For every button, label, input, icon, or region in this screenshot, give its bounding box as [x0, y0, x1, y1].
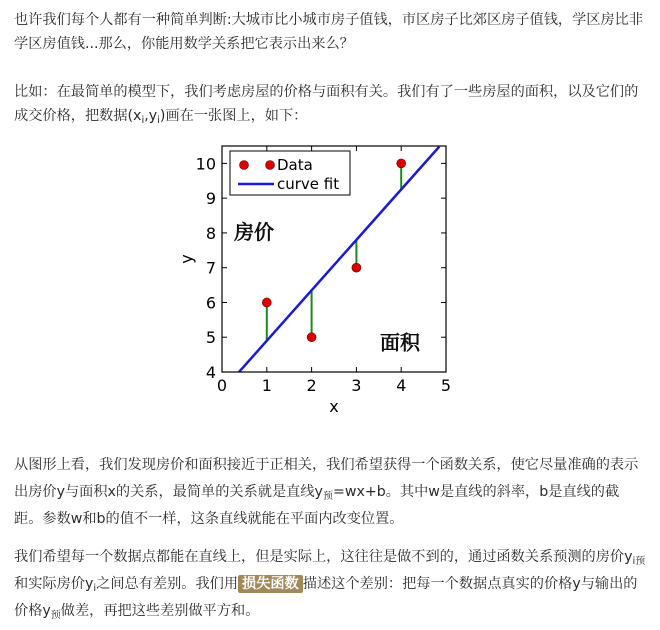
y-tick-label-4: 4	[205, 363, 216, 382]
data-point-2	[307, 333, 316, 342]
x-tick-label-3: 3	[351, 376, 362, 395]
x-tick-label-4: 4	[396, 376, 407, 395]
loss-text-5: 做差，再把这些差别做平方和。	[60, 603, 260, 619]
legend-marker-2	[266, 161, 275, 170]
y-axis-label: y	[177, 254, 196, 264]
x-tick-label-2: 2	[306, 376, 317, 395]
annotation-price: 房价	[234, 219, 274, 244]
y-tick-label-6: 6	[205, 293, 216, 313]
data-point-1	[262, 298, 271, 307]
x-axis-label: x	[329, 397, 339, 416]
y-tick-label-9: 9	[205, 189, 216, 209]
legend-marker-1	[240, 161, 249, 170]
example-text-1: 比如：在最简单的模型下，我们考虑房屋的价格与面积有关。我们有了一些房屋的面积，以及它们的成交价格，把数据(x	[14, 84, 639, 124]
data-point-3	[352, 263, 361, 272]
example-text-2: ,y	[144, 108, 158, 124]
y-tick-label-5: 5	[205, 328, 216, 348]
analysis-text-1: 从图形上看，我们发现房价和面积接近于正相关，我们希望获得一个函数关系，使它尽量准确的表示出房价y与面积x的关系，最简单的关系就是直线y	[14, 457, 639, 500]
subscript-pred-2: 预	[50, 610, 61, 621]
subscript-i-1: i	[141, 115, 145, 126]
loss-text-3: 之间总有差别。我们用	[96, 576, 239, 592]
legend-label-data: Data	[277, 156, 313, 174]
y-tick-label-7: 7	[205, 258, 216, 278]
intro-paragraph: 也许我们每个人都有一种简单判断:大城市比小城市房子值钱，市区房子比郊区房子值钱，学区房比非学区房值钱...那么，你能用数学关系把它表示出来么？	[14, 12, 644, 52]
scatter-plot-figure	[177, 140, 470, 416]
y-tick-label-8: 8	[205, 223, 216, 243]
x-tick-label-1: 1	[261, 376, 272, 395]
subscript-i-2: i	[157, 115, 160, 126]
loss-text-1: 我们希望每一个数据点都能在直线上，但是实际上，这往往是做不到的，通过函数关系预测的房价y	[14, 549, 633, 565]
x-tick-label-0: 0	[216, 376, 228, 395]
example-text-3: )画在一张图上，如下：	[159, 108, 308, 124]
subscript-pred: 预	[322, 491, 333, 502]
annotation-area: 面积	[380, 330, 420, 355]
analysis-paragraph	[14, 452, 646, 533]
x-tick-label-5: 5	[440, 376, 452, 395]
y-tick-label-10: 10	[195, 154, 216, 174]
loss-text-2: 和实际房价y	[14, 576, 94, 592]
subscript-i-3: i	[93, 583, 97, 594]
loss-function-highlight[interactable]: 损失函数	[238, 575, 303, 593]
example-paragraph	[14, 80, 646, 128]
data-point-4	[397, 159, 406, 168]
analysis-text-2: =wx+b。其中w是直线的斜率，b是直线的截距。参数w和b的值不一样，这条直线就能在平面内改变位置。	[14, 484, 620, 527]
subscript-i-pred: i预	[632, 556, 646, 567]
loss-paragraph	[14, 544, 646, 625]
loss-text-4: 描述这个差别：把每一个数据点真实的价格y与输出的价格y	[14, 576, 638, 619]
legend-label-fit: curve fit	[277, 175, 340, 193]
